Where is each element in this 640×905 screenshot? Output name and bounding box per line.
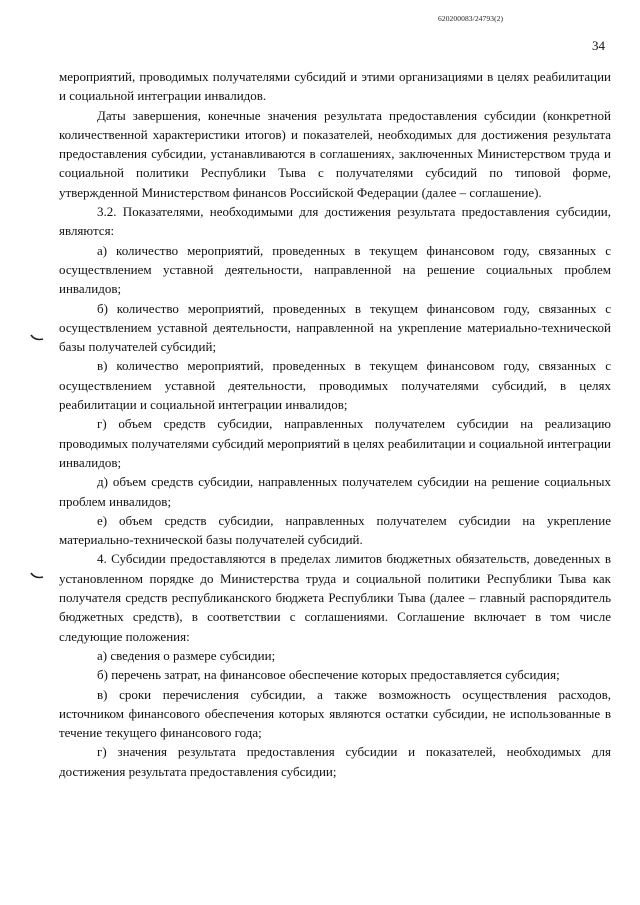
list-item: е) объем средств субсидии, направленных получателем субсидии на укрепление материально-технической базы получателей субсидий. <box>59 512 611 548</box>
document-body <box>59 67 611 781</box>
list-item: а) сведения о размере субсидии; <box>97 647 276 663</box>
margin-mark <box>30 572 44 580</box>
list-item: д) объем средств субсидии, направленных получателем субсидии на решение социальных проблем инвалидов; <box>59 474 611 509</box>
paragraph: мероприятий, проводимых получателями субсидий и этими организациями в целях реабилитации и социальной интеграции инвалидов. <box>59 69 611 104</box>
paragraph: Даты завершения, конечные значения результата предоставления субсидии (конкретной количественной характеристики итогов) и показателей, необходимых для достижения результата предоставления субсидии, устанавливаются в соглашениях, заключенных Министерством труда и социальной политики Республики Тыва с получателями субсидий по типовой форме, утвержденной Министерством финансов Российской Федерации (далее – соглашение). <box>59 107 611 200</box>
document-code: 620200083/24793(2) <box>438 14 504 23</box>
list-item: г) значения результата предоставления субсидии и показателей, необходимых для достижения результата предоставления субсидии; <box>59 744 611 779</box>
paragraph: 4. Субсидии предоставляются в пределах лимитов бюджетных обязательств, доведенных в установленном порядке до Министерства труда и социальной политики Республики Тыва как получателя средств республиканского бюджета Республики Тыва (далее – главный распорядитель бюджетных средств), в соответствии с соглашениями. Соглашение включает в том числе следующие положения: <box>59 551 611 644</box>
list-item: б) количество мероприятий, проведенных в текущем финансовом году, связанных с осуществлением уставной деятельности, направленной на укрепление материально-технической базы получателей субсидий; <box>59 300 611 355</box>
list-item: г) объем средств субсидии, направленных получателем субсидии на реализацию проводимых получателями субсидий мероприятий в целях реабилитации и социальной интеграции инвалидов; <box>59 416 611 470</box>
list-item: в) количество мероприятий, проведенных в текущем финансовом году, связанных с осуществлением уставной деятельности, проводимых получателями субсидий, в целях реабилитации и социальной интеграции инвалидов; <box>59 358 611 413</box>
paragraph: 3.2. Показателями, необходимыми для достижения результата предоставления субсидии, являются: <box>59 204 611 239</box>
list-item: а) количество мероприятий, проведенных в текущем финансовом году, связанных с осуществлением уставной деятельности, направленной на решение социальных проблем инвалидов; <box>59 242 611 297</box>
margin-mark <box>30 334 44 342</box>
list-item: в) сроки перечисления субсидии, а также возможность осуществления расходов, источником финансового обеспечения которых являются остатки субсидии, не использованные в течение текущего финансового года; <box>59 686 611 741</box>
list-item: б) перечень затрат, на финансовое обеспечение которых предоставляется субсидия; <box>97 667 560 683</box>
page-number: 34 <box>592 38 605 53</box>
